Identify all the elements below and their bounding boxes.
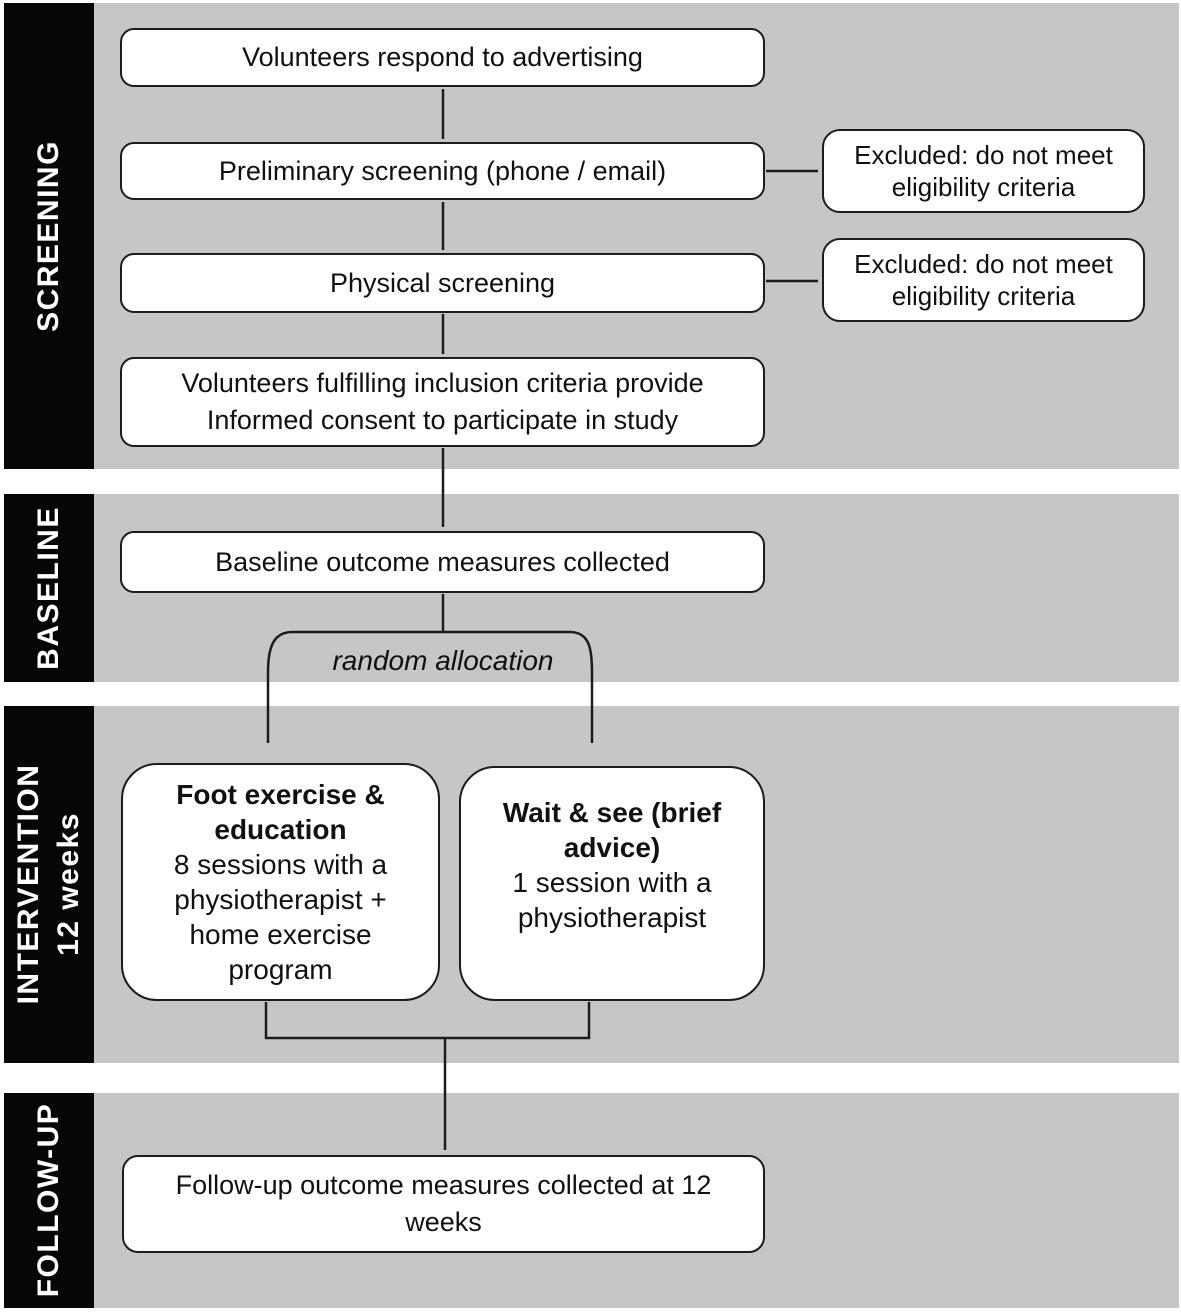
arm2-title-line1: Wait & see (brief [502, 797, 722, 828]
intervention-duration-text: 12 weeks [52, 812, 85, 956]
node-wait-and-see-arm [459, 766, 765, 1001]
arm1-body-line4: program [228, 954, 333, 985]
node-text: Baseline outcome measures collected [215, 546, 670, 577]
node-text-line1: Follow-up outcome measures collected at 12 [175, 1170, 712, 1200]
node-text-line2: Informed consent to participate in study [206, 405, 679, 435]
node-excluded-2 [822, 238, 1145, 322]
arm1-body-line2: physiotherapist + [174, 884, 387, 915]
node-text: Preliminary screening (phone / email) [218, 155, 667, 186]
node-text: Physical screening [329, 267, 556, 298]
baseline-section-label [29, 506, 69, 670]
random-allocation-label: random allocation [332, 645, 554, 676]
arm1-body-line3: home exercise [189, 919, 372, 950]
node-text-line2: eligibility criteria [891, 172, 1076, 202]
arm2-title-line2: advice) [563, 832, 661, 863]
node-informed-consent [120, 357, 765, 447]
node-text-line2: eligibility criteria [891, 281, 1076, 311]
node-text-line1: Excluded: do not meet [854, 140, 1113, 170]
node-preliminary-screening [120, 142, 765, 200]
arm2-body-line1: 1 session with a [512, 867, 712, 898]
node-text-line1: Volunteers fulfilling inclusion criteria provide [181, 368, 704, 398]
intervention-section-label [9, 764, 89, 1005]
node-text: Volunteers respond to advertising [242, 42, 643, 72]
node-volunteers-respond [120, 28, 765, 87]
followup-label-text: FOLLOW-UP [32, 1102, 65, 1298]
followup-section-label [29, 1103, 69, 1298]
screening-section-label [29, 140, 69, 332]
arm1-body-line1: 8 sessions with a [173, 849, 388, 880]
node-baseline-measures [120, 531, 765, 593]
intervention-label-text: INTERVENTION [12, 763, 45, 1005]
baseline-label-text: BASELINE [32, 506, 65, 670]
node-physical-screening [120, 253, 765, 313]
node-text-line1: Excluded: do not meet [854, 249, 1113, 279]
node-followup-measures [122, 1155, 765, 1253]
node-foot-exercise-arm [121, 763, 440, 1001]
arm2-body-line2: physiotherapist [517, 902, 707, 933]
node-text-line2: weeks [405, 1207, 482, 1237]
screening-label-text: SCREENING [32, 140, 65, 332]
arm1-title-line2: education [214, 814, 347, 845]
arm1-title-line1: Foot exercise & [176, 779, 385, 810]
node-excluded-1 [822, 129, 1145, 213]
